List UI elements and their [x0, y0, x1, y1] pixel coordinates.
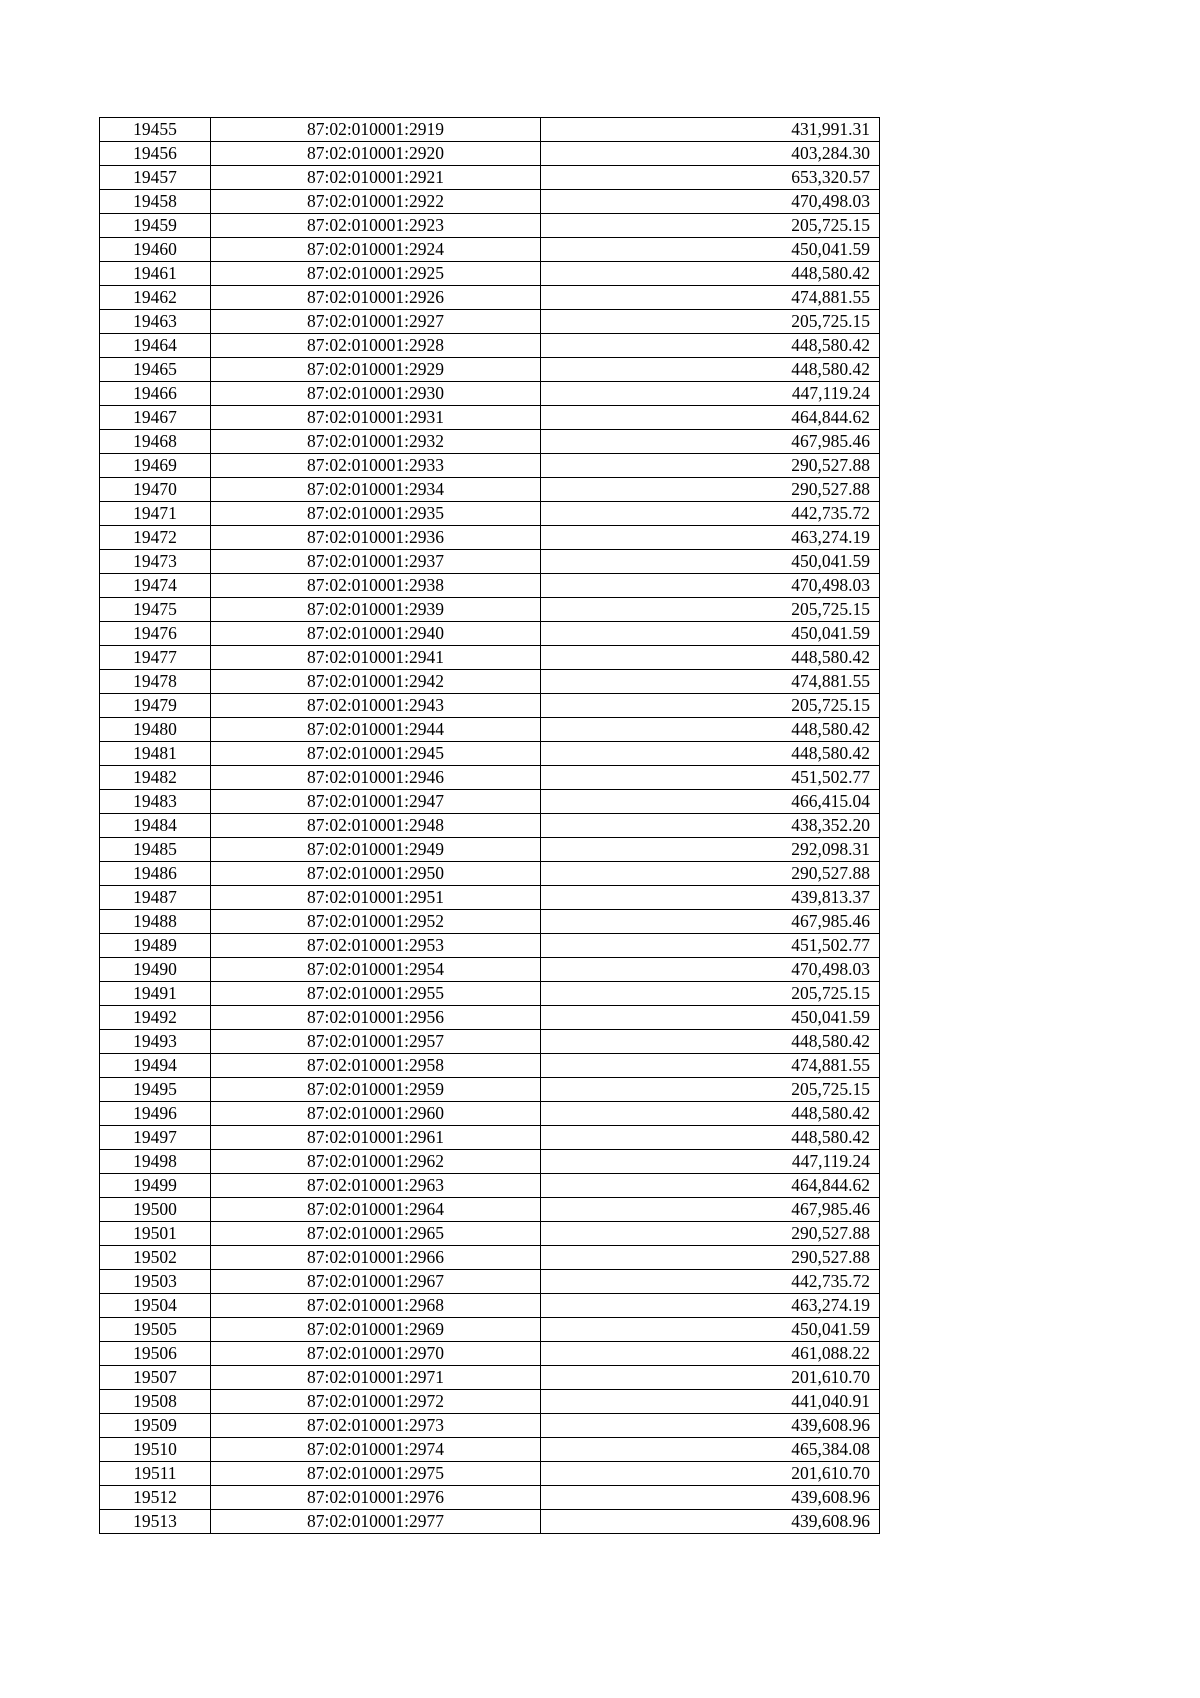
table-row [100, 862, 880, 886]
table-row [100, 934, 880, 958]
value-cell: 448,580.42 [541, 1126, 880, 1150]
table-row [100, 1462, 880, 1486]
value-cell: 448,580.42 [541, 1102, 880, 1126]
row-number-cell: 19505 [100, 1318, 211, 1342]
cadastral-number-cell: 87:02:010001:2946 [211, 766, 541, 790]
value-cell: 441,040.91 [541, 1390, 880, 1414]
value-cell: 467,985.46 [541, 910, 880, 934]
value-cell: 448,580.42 [541, 262, 880, 286]
value-cell: 470,498.03 [541, 190, 880, 214]
value-cell: 474,881.55 [541, 1054, 880, 1078]
value-cell: 447,119.24 [541, 1150, 880, 1174]
table-row [100, 1150, 880, 1174]
table-row [100, 1390, 880, 1414]
value-cell: 431,991.31 [541, 118, 880, 142]
value-cell: 466,415.04 [541, 790, 880, 814]
value-cell: 292,098.31 [541, 838, 880, 862]
cadastral-number-cell: 87:02:010001:2919 [211, 118, 541, 142]
cadastral-number-cell: 87:02:010001:2972 [211, 1390, 541, 1414]
value-cell: 467,985.46 [541, 430, 880, 454]
value-cell: 465,384.08 [541, 1438, 880, 1462]
value-cell: 439,608.96 [541, 1486, 880, 1510]
row-number-cell: 19486 [100, 862, 211, 886]
table-row [100, 670, 880, 694]
cadastral-number-cell: 87:02:010001:2963 [211, 1174, 541, 1198]
row-number-cell: 19475 [100, 598, 211, 622]
cadastral-number-cell: 87:02:010001:2951 [211, 886, 541, 910]
cadastral-number-cell: 87:02:010001:2974 [211, 1438, 541, 1462]
row-number-cell: 19496 [100, 1102, 211, 1126]
value-cell: 442,735.72 [541, 502, 880, 526]
row-number-cell: 19457 [100, 166, 211, 190]
row-number-cell: 19497 [100, 1126, 211, 1150]
row-number-cell: 19463 [100, 310, 211, 334]
cadastral-number-cell: 87:02:010001:2956 [211, 1006, 541, 1030]
row-number-cell: 19513 [100, 1510, 211, 1534]
value-cell: 439,608.96 [541, 1414, 880, 1438]
value-cell: 205,725.15 [541, 694, 880, 718]
cadastral-number-cell: 87:02:010001:2929 [211, 358, 541, 382]
row-number-cell: 19471 [100, 502, 211, 526]
value-cell: 448,580.42 [541, 742, 880, 766]
table-row [100, 286, 880, 310]
table-row [100, 430, 880, 454]
cadastral-number-cell: 87:02:010001:2976 [211, 1486, 541, 1510]
cadastral-number-cell: 87:02:010001:2961 [211, 1126, 541, 1150]
row-number-cell: 19477 [100, 646, 211, 670]
cadastral-number-cell: 87:02:010001:2940 [211, 622, 541, 646]
value-cell: 470,498.03 [541, 574, 880, 598]
cadastral-number-cell: 87:02:010001:2927 [211, 310, 541, 334]
table-row [100, 1174, 880, 1198]
row-number-cell: 19482 [100, 766, 211, 790]
row-number-cell: 19494 [100, 1054, 211, 1078]
row-number-cell: 19467 [100, 406, 211, 430]
row-number-cell: 19491 [100, 982, 211, 1006]
row-number-cell: 19479 [100, 694, 211, 718]
table-row [100, 1030, 880, 1054]
table-row [100, 382, 880, 406]
cadastral-number-cell: 87:02:010001:2967 [211, 1270, 541, 1294]
cadastral-number-cell: 87:02:010001:2945 [211, 742, 541, 766]
value-cell: 201,610.70 [541, 1462, 880, 1486]
cadastral-number-cell: 87:02:010001:2950 [211, 862, 541, 886]
value-cell: 447,119.24 [541, 382, 880, 406]
cadastral-number-cell: 87:02:010001:2971 [211, 1366, 541, 1390]
cadastral-number-cell: 87:02:010001:2955 [211, 982, 541, 1006]
table-row [100, 142, 880, 166]
cadastral-number-cell: 87:02:010001:2938 [211, 574, 541, 598]
row-number-cell: 19504 [100, 1294, 211, 1318]
table-row [100, 334, 880, 358]
table-row [100, 550, 880, 574]
cadastral-number-cell: 87:02:010001:2941 [211, 646, 541, 670]
cadastral-number-cell: 87:02:010001:2943 [211, 694, 541, 718]
row-number-cell: 19500 [100, 1198, 211, 1222]
row-number-cell: 19483 [100, 790, 211, 814]
table-row [100, 118, 880, 142]
table-row [100, 1486, 880, 1510]
cadastral-number-cell: 87:02:010001:2925 [211, 262, 541, 286]
value-cell: 439,608.96 [541, 1510, 880, 1534]
table-row [100, 598, 880, 622]
row-number-cell: 19481 [100, 742, 211, 766]
cadastral-number-cell: 87:02:010001:2959 [211, 1078, 541, 1102]
table-row [100, 238, 880, 262]
value-cell: 448,580.42 [541, 1030, 880, 1054]
row-number-cell: 19506 [100, 1342, 211, 1366]
value-cell: 205,725.15 [541, 1078, 880, 1102]
table-row [100, 742, 880, 766]
cadastral-number-cell: 87:02:010001:2936 [211, 526, 541, 550]
row-number-cell: 19456 [100, 142, 211, 166]
row-number-cell: 19461 [100, 262, 211, 286]
table-row [100, 166, 880, 190]
value-cell: 448,580.42 [541, 358, 880, 382]
table-row [100, 190, 880, 214]
value-cell: 290,527.88 [541, 1222, 880, 1246]
cadastral-number-cell: 87:02:010001:2970 [211, 1342, 541, 1366]
row-number-cell: 19484 [100, 814, 211, 838]
cadastral-number-cell: 87:02:010001:2952 [211, 910, 541, 934]
row-number-cell: 19492 [100, 1006, 211, 1030]
cadastral-number-cell: 87:02:010001:2947 [211, 790, 541, 814]
cadastral-number-cell: 87:02:010001:2931 [211, 406, 541, 430]
cadastral-number-cell: 87:02:010001:2949 [211, 838, 541, 862]
row-number-cell: 19459 [100, 214, 211, 238]
cadastral-number-cell: 87:02:010001:2973 [211, 1414, 541, 1438]
row-number-cell: 19464 [100, 334, 211, 358]
row-number-cell: 19507 [100, 1366, 211, 1390]
data-table [99, 117, 880, 1534]
row-number-cell: 19489 [100, 934, 211, 958]
table-row [100, 1438, 880, 1462]
row-number-cell: 19470 [100, 478, 211, 502]
value-cell: 290,527.88 [541, 1246, 880, 1270]
table-row [100, 814, 880, 838]
row-number-cell: 19478 [100, 670, 211, 694]
value-cell: 463,274.19 [541, 526, 880, 550]
cadastral-number-cell: 87:02:010001:2969 [211, 1318, 541, 1342]
value-cell: 450,041.59 [541, 1006, 880, 1030]
row-number-cell: 19508 [100, 1390, 211, 1414]
table-row [100, 1102, 880, 1126]
row-number-cell: 19503 [100, 1270, 211, 1294]
value-cell: 448,580.42 [541, 718, 880, 742]
cadastral-number-cell: 87:02:010001:2944 [211, 718, 541, 742]
table-row [100, 1366, 880, 1390]
row-number-cell: 19499 [100, 1174, 211, 1198]
value-cell: 464,844.62 [541, 406, 880, 430]
value-cell: 470,498.03 [541, 958, 880, 982]
table-row [100, 358, 880, 382]
value-cell: 205,725.15 [541, 982, 880, 1006]
cadastral-number-cell: 87:02:010001:2939 [211, 598, 541, 622]
table-row [100, 958, 880, 982]
table-row [100, 838, 880, 862]
cadastral-number-cell: 87:02:010001:2926 [211, 286, 541, 310]
cadastral-number-cell: 87:02:010001:2958 [211, 1054, 541, 1078]
cadastral-number-cell: 87:02:010001:2922 [211, 190, 541, 214]
table-row [100, 310, 880, 334]
table-row [100, 214, 880, 238]
table-row [100, 982, 880, 1006]
cadastral-number-cell: 87:02:010001:2948 [211, 814, 541, 838]
cadastral-number-cell: 87:02:010001:2975 [211, 1462, 541, 1486]
table-row [100, 1078, 880, 1102]
value-cell: 463,274.19 [541, 1294, 880, 1318]
cadastral-number-cell: 87:02:010001:2930 [211, 382, 541, 406]
row-number-cell: 19493 [100, 1030, 211, 1054]
table-row [100, 646, 880, 670]
cadastral-number-cell: 87:02:010001:2923 [211, 214, 541, 238]
table-row [100, 886, 880, 910]
value-cell: 467,985.46 [541, 1198, 880, 1222]
table-body [100, 118, 880, 1534]
table-row [100, 622, 880, 646]
value-cell: 451,502.77 [541, 766, 880, 790]
table-row [100, 1054, 880, 1078]
value-cell: 448,580.42 [541, 646, 880, 670]
table-row [100, 1294, 880, 1318]
value-cell: 451,502.77 [541, 934, 880, 958]
row-number-cell: 19473 [100, 550, 211, 574]
row-number-cell: 19466 [100, 382, 211, 406]
value-cell: 201,610.70 [541, 1366, 880, 1390]
table-row [100, 910, 880, 934]
table-row [100, 1342, 880, 1366]
row-number-cell: 19487 [100, 886, 211, 910]
table-row [100, 1222, 880, 1246]
row-number-cell: 19509 [100, 1414, 211, 1438]
cadastral-number-cell: 87:02:010001:2966 [211, 1246, 541, 1270]
table-row [100, 718, 880, 742]
value-cell: 450,041.59 [541, 238, 880, 262]
row-number-cell: 19472 [100, 526, 211, 550]
row-number-cell: 19490 [100, 958, 211, 982]
table-row [100, 502, 880, 526]
cadastral-number-cell: 87:02:010001:2957 [211, 1030, 541, 1054]
value-cell: 450,041.59 [541, 1318, 880, 1342]
cadastral-number-cell: 87:02:010001:2968 [211, 1294, 541, 1318]
value-cell: 450,041.59 [541, 622, 880, 646]
value-cell: 290,527.88 [541, 454, 880, 478]
table-row [100, 454, 880, 478]
value-cell: 653,320.57 [541, 166, 880, 190]
table-row [100, 1198, 880, 1222]
value-cell: 438,352.20 [541, 814, 880, 838]
row-number-cell: 19465 [100, 358, 211, 382]
cadastral-number-cell: 87:02:010001:2920 [211, 142, 541, 166]
table-row [100, 766, 880, 790]
value-cell: 403,284.30 [541, 142, 880, 166]
row-number-cell: 19455 [100, 118, 211, 142]
row-number-cell: 19511 [100, 1462, 211, 1486]
value-cell: 474,881.55 [541, 286, 880, 310]
row-number-cell: 19460 [100, 238, 211, 262]
value-cell: 450,041.59 [541, 550, 880, 574]
value-cell: 290,527.88 [541, 862, 880, 886]
cadastral-number-cell: 87:02:010001:2928 [211, 334, 541, 358]
table-row [100, 262, 880, 286]
cadastral-number-cell: 87:02:010001:2965 [211, 1222, 541, 1246]
cadastral-number-cell: 87:02:010001:2964 [211, 1198, 541, 1222]
table-row [100, 1246, 880, 1270]
cadastral-number-cell: 87:02:010001:2935 [211, 502, 541, 526]
row-number-cell: 19462 [100, 286, 211, 310]
row-number-cell: 19512 [100, 1486, 211, 1510]
cadastral-number-cell: 87:02:010001:2954 [211, 958, 541, 982]
table-row [100, 790, 880, 814]
table-row [100, 1270, 880, 1294]
cadastral-number-cell: 87:02:010001:2921 [211, 166, 541, 190]
table-row [100, 1126, 880, 1150]
cadastral-number-cell: 87:02:010001:2977 [211, 1510, 541, 1534]
row-number-cell: 19502 [100, 1246, 211, 1270]
cadastral-number-cell: 87:02:010001:2960 [211, 1102, 541, 1126]
cadastral-number-cell: 87:02:010001:2924 [211, 238, 541, 262]
value-cell: 439,813.37 [541, 886, 880, 910]
row-number-cell: 19476 [100, 622, 211, 646]
cadastral-number-cell: 87:02:010001:2962 [211, 1150, 541, 1174]
table-row [100, 1318, 880, 1342]
table-row [100, 1006, 880, 1030]
table-row [100, 406, 880, 430]
cadastral-number-cell: 87:02:010001:2942 [211, 670, 541, 694]
cadastral-number-cell: 87:02:010001:2933 [211, 454, 541, 478]
cadastral-number-cell: 87:02:010001:2937 [211, 550, 541, 574]
row-number-cell: 19469 [100, 454, 211, 478]
row-number-cell: 19488 [100, 910, 211, 934]
table-row [100, 526, 880, 550]
value-cell: 205,725.15 [541, 214, 880, 238]
row-number-cell: 19498 [100, 1150, 211, 1174]
value-cell: 205,725.15 [541, 598, 880, 622]
value-cell: 290,527.88 [541, 478, 880, 502]
table-row [100, 478, 880, 502]
row-number-cell: 19480 [100, 718, 211, 742]
row-number-cell: 19458 [100, 190, 211, 214]
value-cell: 474,881.55 [541, 670, 880, 694]
cadastral-number-cell: 87:02:010001:2934 [211, 478, 541, 502]
cadastral-number-cell: 87:02:010001:2953 [211, 934, 541, 958]
value-cell: 448,580.42 [541, 334, 880, 358]
table-row [100, 694, 880, 718]
value-cell: 205,725.15 [541, 310, 880, 334]
row-number-cell: 19485 [100, 838, 211, 862]
value-cell: 461,088.22 [541, 1342, 880, 1366]
row-number-cell: 19510 [100, 1438, 211, 1462]
cadastral-number-cell: 87:02:010001:2932 [211, 430, 541, 454]
table-row [100, 1510, 880, 1534]
row-number-cell: 19501 [100, 1222, 211, 1246]
table-row [100, 1414, 880, 1438]
value-cell: 464,844.62 [541, 1174, 880, 1198]
table-row [100, 574, 880, 598]
value-cell: 442,735.72 [541, 1270, 880, 1294]
row-number-cell: 19474 [100, 574, 211, 598]
row-number-cell: 19495 [100, 1078, 211, 1102]
row-number-cell: 19468 [100, 430, 211, 454]
